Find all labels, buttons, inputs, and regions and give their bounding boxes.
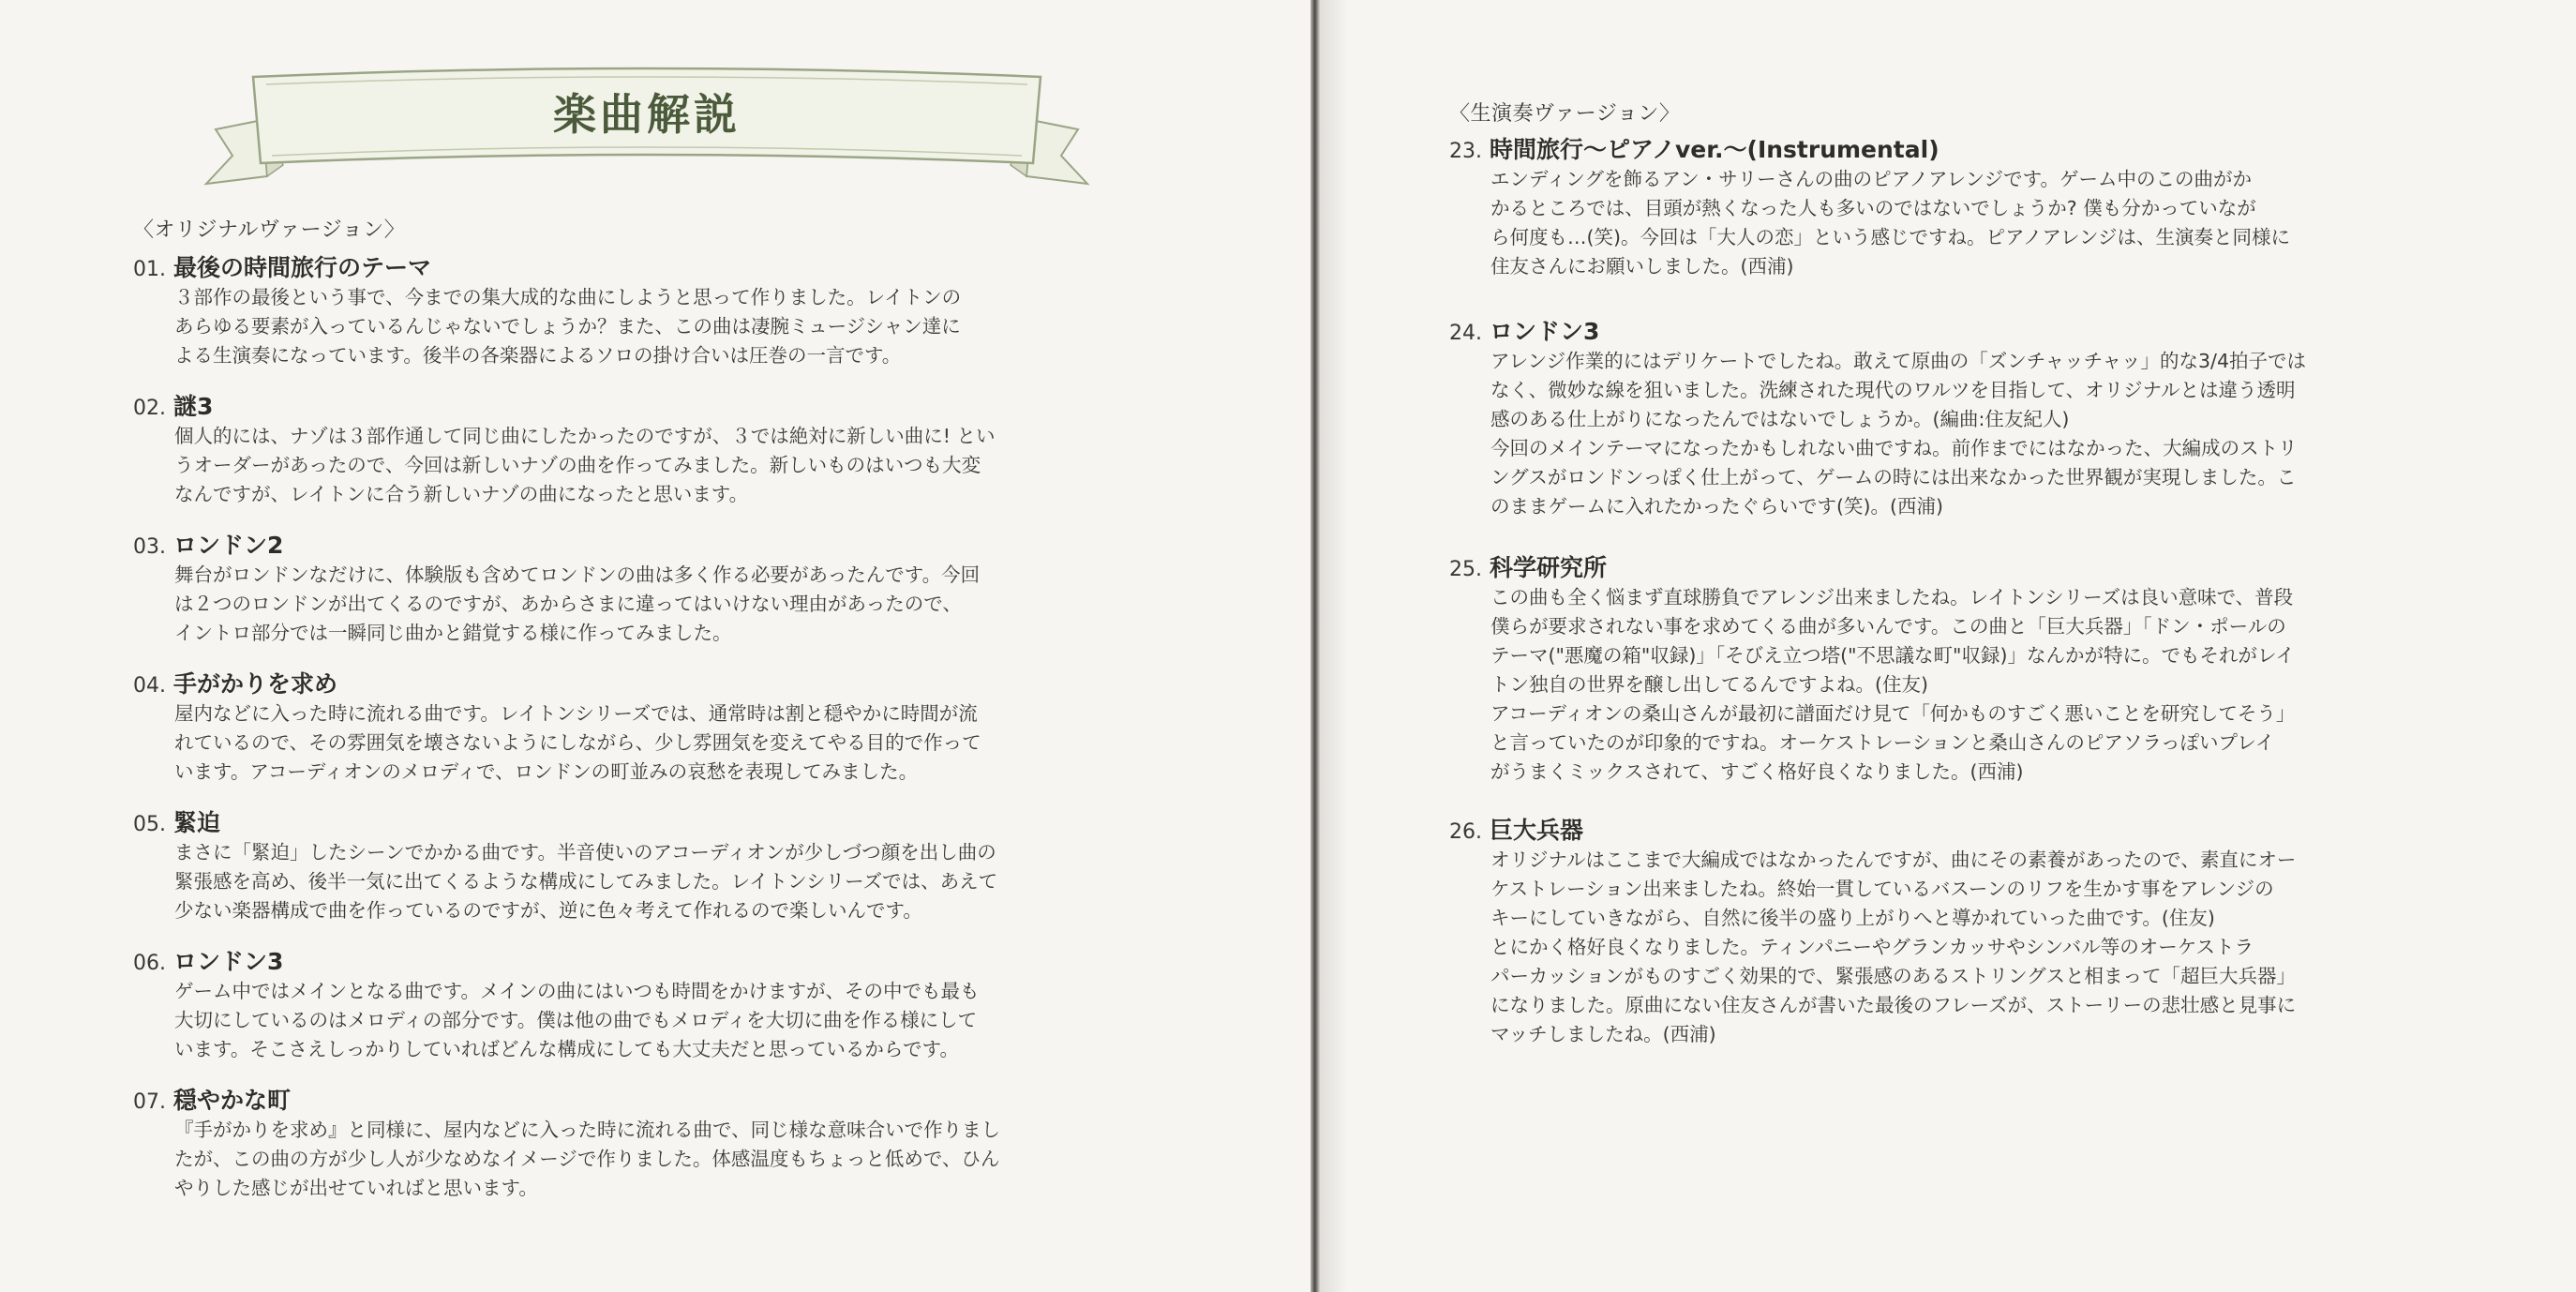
track-item: [1449, 131, 2290, 281]
text-line: よる生演奏になっています。後半の各楽器によるソロの掛け合いは圧巻の一言です。: [174, 344, 902, 367]
text-line: まさに「緊迫」したシーンでかかる曲です。半音使いのアコーディオンが少しづつ顔を出し曲の: [174, 841, 996, 864]
text-line: やりした感じが出せていればと思います。: [174, 1177, 538, 1199]
section-label-original: 〈オリジナルヴァージョン〉: [133, 218, 406, 242]
track-title: ロンドン3: [1490, 318, 1600, 345]
track-item: [133, 249, 961, 370]
book-gutter: [1310, 0, 1320, 1292]
track-description: [174, 838, 997, 925]
text-line: アレンジ作業的にはデリケートでしたね。敢えて原曲の「ズンチャッチャッ」的な3/4拍子では: [1490, 350, 2307, 372]
track-number: 02.: [133, 397, 166, 420]
track-title: 巨大兵器: [1490, 817, 1584, 844]
text-line: 『手がかりを求め』と同様に、屋内などに入った時に流れる曲で、同じ様な意味合いで作りまし: [174, 1119, 1001, 1141]
text-line: パーカッションがものすごく効果的で、緊張感のあるストリングスと相まって「超巨大兵器」: [1490, 965, 2296, 987]
text-line: とにかく格好良くなりました。ティンパニーやグランカッサやシンバル等のオーケストラ: [1490, 936, 2254, 958]
track-title: 手がかりを求め: [173, 670, 338, 698]
text-line: たが、この曲の方が少し人が少なめなイメージで作りました。体感温度もちょっと低めで、ひん: [174, 1148, 1000, 1170]
text-line: アコーディオンの桑山さんが最初に譜面だけ見て「何かものすごく悪いことを研究してそう」: [1490, 702, 2296, 725]
text-line: 屋内などに入った時に流れる曲です。レイトンシリーズでは、通常時は割と穏やかに時間が流: [174, 702, 978, 725]
text-line: トン独自の世界を醸し出してるんですよね。(住友): [1490, 673, 1928, 696]
text-line: 今回のメインテーマになったかもしれない曲ですね。前作までにはなかった、大編成のストリ: [1490, 437, 2298, 459]
track-number: 01.: [133, 258, 166, 281]
text-line: ら何度も…(笑)。今回は「大人の恋」という感じですね。ピアノアレンジは、生演奏と同様に: [1490, 226, 2291, 248]
text-line: 個人的には、ナゾは３部作通して同じ曲にしたかったのですが、３では絶対に新しい曲に! とい: [174, 425, 996, 447]
text-line: 感のある仕上がりになったんではないでしょうか。(編曲:住友紀人): [1490, 408, 2070, 430]
track-item: [133, 527, 980, 648]
track-title: ロンドン2: [173, 532, 284, 559]
track-description: [174, 699, 981, 787]
track-number: 04.: [133, 674, 166, 698]
text-line: になりました。原曲にない住友さんが書いた最後のフレーズが、ストーリーの悲壮感と見事に: [1490, 994, 2297, 1016]
track-number: 03.: [133, 535, 166, 559]
track-description: [1490, 583, 2295, 787]
track-item: [1449, 313, 2306, 521]
text-line: エンディングを飾るアン・サリーさんの曲のピアノアレンジです。ゲーム中のこの曲がか: [1490, 168, 2253, 190]
track-number: 23.: [1449, 140, 1482, 163]
text-line: 舞台がロンドンなだけに、体験版も含めてロンドンの曲は多く作る必要があったんです。今回: [174, 563, 981, 586]
text-line: 少ない楽器構成で曲を作っているのですが、逆に色々考えて作れるので楽しいんです。: [174, 899, 922, 922]
track-title: 謎3: [173, 393, 214, 420]
text-line: ３部作の最後という事で、今までの集大成的な曲にしようと思って作りました。レイトンの: [174, 286, 962, 308]
text-line: ケストレーション出来ましたね。終始一貫しているバスーンのリフを生かす事をアレンジの: [1490, 878, 2274, 900]
text-line: がうまくミックスされて、すごく格好良くなりました。(西浦): [1490, 760, 2024, 783]
track-item: [133, 1082, 1000, 1203]
text-line: マッチしましたね。(西浦): [1490, 1023, 1716, 1045]
section-label-live: 〈生演奏ヴァージョン〉: [1449, 102, 1681, 126]
text-line: 大切にしているのはメロディの部分です。僕は他の曲でもメロディを大切に曲を作る様にして: [174, 1009, 978, 1031]
text-line: テーマ("悪魔の箱"収録)」「そびえ立つ塔("不思議な町"収録)」なんかが特に。でもそれがレイ: [1490, 644, 2295, 667]
text-line: は２つのロンドンが出てくるのですが、あからさまに違ってはいけない理由があったので、: [174, 593, 962, 615]
text-line: なく、微妙な線を狙いました。洗練された現代のワルツを目指して、オリジナルとは違う透明: [1490, 379, 2296, 401]
page-title: 楽曲解説: [553, 89, 741, 140]
track-item: [1449, 549, 2295, 787]
track-item: [133, 388, 996, 509]
track-description: [174, 977, 980, 1064]
text-line: 住友さんにお願いしました。(西浦): [1490, 255, 1794, 278]
track-title: 最後の時間旅行のテーマ: [173, 254, 432, 281]
track-title: 時間旅行〜ピアノver.〜(Instrumental): [1490, 136, 1939, 163]
text-line: います。そこさえしっかりしていればどんな構成にしても大丈夫だと思っているからです。: [174, 1038, 960, 1060]
track-description: [174, 422, 996, 509]
track-description: [174, 283, 961, 370]
track-number: 05.: [133, 813, 166, 836]
text-line: あらゆる要素が入っているんじゃないでしょうか？また、この曲は凄腕ミュージシャン達に: [174, 315, 961, 338]
track-number: 24.: [1449, 322, 1482, 345]
text-line: のままゲームに入れたかったぐらいです(笑)。(西浦): [1490, 495, 1943, 518]
text-line: この曲も全く悩まず直球勝負でアレンジ出来ましたね。レイトンシリーズは良い意味で、普段: [1490, 586, 2294, 608]
track-number: 06.: [133, 952, 166, 975]
track-title: 緊迫: [173, 809, 221, 836]
right-page: [1320, 0, 2576, 1292]
track-item: [1449, 812, 2296, 1049]
text-line: います。アコーディオンのメロディで、ロンドンの町並みの哀愁を表現してみました。: [174, 760, 919, 783]
track-description: [1490, 846, 2296, 1049]
track-item: [133, 666, 981, 787]
track-title: 穏やかな町: [173, 1087, 292, 1114]
text-line: 緊張感を高め、後半一気に出てくるような構成にしてみました。レイトンシリーズでは、あえて: [174, 870, 998, 893]
track-description: [174, 561, 980, 648]
text-line: オリジナルはここまで大編成ではなかったんですが、曲にその素養があったので、素直にオー: [1490, 849, 2297, 871]
text-line: と言っていたのが印象的ですね。オーケストレーションと桑山さんのピアソラっぽいプレイ: [1490, 731, 2275, 754]
text-line: ングスがロンドンっぽく仕上がって、ゲームの時には出来なかった世界観が実現しました。こ: [1490, 466, 2297, 488]
text-line: 僕らが要求されない事を求めてくる曲が多いんです。この曲と「巨大兵器」「ドン・ポールの: [1490, 615, 2286, 638]
text-line: かるところでは、目頭が熱くなった人も多いのではないでしょうか? 僕も分かっていなが: [1490, 197, 2256, 219]
title-banner: [197, 64, 1097, 195]
text-line: ゲーム中ではメインとなる曲です。メインの曲にはいつも時間をかけますが、その中でも最も: [174, 980, 980, 1002]
track-item: [133, 804, 997, 925]
text-line: なんですが、レイトンに合う新しいナゾの曲になったと思います。: [174, 483, 749, 505]
track-title: 科学研究所: [1490, 554, 1608, 581]
text-line: うオーダーがあったので、今回は新しいナゾの曲を作ってみました。新しいものはいつも大変: [174, 454, 981, 476]
track-item: [133, 943, 980, 1064]
track-number: 26.: [1449, 820, 1482, 844]
text-line: イントロ部分では一瞬同じ曲かと錯覚する様に作ってみました。: [174, 622, 732, 644]
text-line: れているので、その雰囲気を壊さないようにしながら、少し雰囲気を変えてやる目的で作って: [174, 731, 981, 754]
track-description: [174, 1116, 1000, 1203]
text-line: キーにしていきながら、自然に後半の盛り上がりへと導かれていった曲です。(住友): [1490, 907, 2215, 929]
track-title: ロンドン3: [173, 948, 284, 975]
track-description: [1490, 165, 2290, 281]
track-number: 25.: [1449, 558, 1482, 581]
page-shadow: [1320, 0, 1348, 1292]
track-number: 07.: [133, 1090, 166, 1114]
track-description: [1490, 347, 2306, 521]
